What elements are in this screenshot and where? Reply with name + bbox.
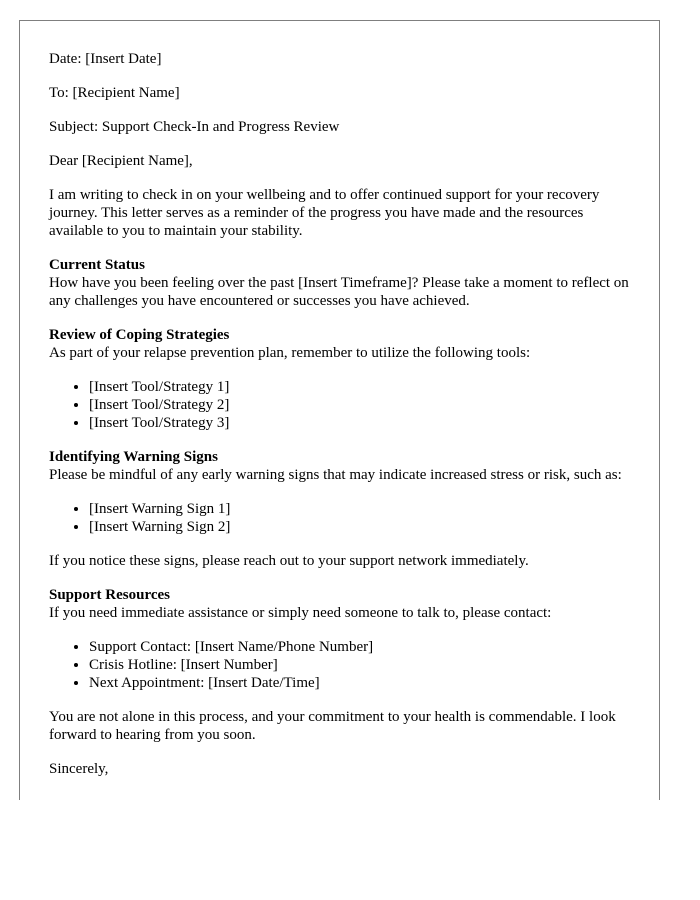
coping-heading: Review of Coping Strategies: [49, 327, 230, 343]
current-status-section: [49, 256, 630, 310]
date-line: Date: [Insert Date]: [49, 51, 162, 67]
list-item: • Next Appointment: [Insert Date/Time]: [89, 674, 630, 692]
warning-followup: If you notice these signs, please reach out to your support network immediately.: [49, 553, 529, 569]
list-item: • [Insert Tool/Strategy 3]: [89, 414, 630, 432]
list-item: • Crisis Hotline: [Insert Number]: [89, 656, 630, 674]
current-status-heading: Current Status: [49, 257, 145, 273]
current-status-body: How have you been feeling over the past [Insert Timeframe]? Please take a moment to reflect on any challenges you have encountered or successes you have achieved.: [49, 275, 629, 309]
list-item: • [Insert Warning Sign 2]: [89, 518, 630, 536]
resources-list: [49, 638, 630, 692]
signoff: Sincerely,: [49, 761, 109, 777]
resources-body: If you need immediate assistance or simply need someone to talk to, please contact:: [49, 605, 552, 621]
subject-line: Subject: Support Check-In and Progress Review: [49, 119, 340, 135]
coping-section: [49, 326, 630, 362]
list-item: • [Insert Warning Sign 1]: [89, 500, 630, 518]
recipient-line: To: [Recipient Name]: [49, 85, 180, 101]
letter-page: [19, 20, 660, 800]
coping-body: As part of your relapse prevention plan, remember to utilize the following tools:: [49, 345, 531, 361]
salutation: Dear [Recipient Name],: [49, 153, 193, 169]
closing-paragraph: You are not alone in this process, and your commitment to your health is commendable. I look forward to hearing from you soon.: [49, 709, 616, 743]
resources-section: [49, 586, 630, 622]
warning-body: Please be mindful of any early warning signs that may indicate increased stress or risk, such as:: [49, 467, 622, 483]
resources-heading: Support Resources: [49, 587, 170, 603]
coping-list: [49, 378, 630, 432]
list-item: • Support Contact: [Insert Name/Phone Number]: [89, 638, 630, 656]
warning-list: [49, 500, 630, 536]
list-item: • [Insert Tool/Strategy 1]: [89, 378, 630, 396]
warning-heading: Identifying Warning Signs: [49, 449, 218, 465]
list-item: • [Insert Tool/Strategy 2]: [89, 396, 630, 414]
warning-section: [49, 448, 630, 484]
intro-paragraph: I am writing to check in on your wellbeing and to offer continued support for your recovery journey. This letter serves as a reminder of the progress you have made and the resources available to you to maintain your stability.: [49, 187, 600, 239]
